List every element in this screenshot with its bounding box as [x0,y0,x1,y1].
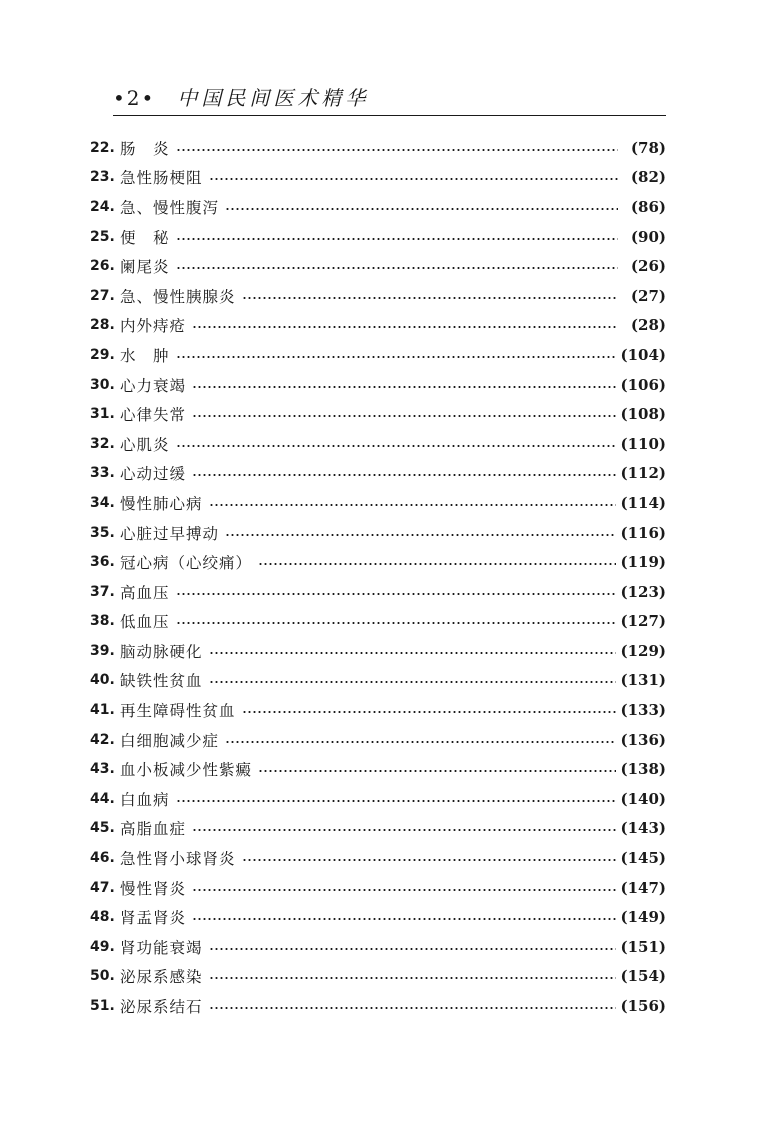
toc-entry-page: (110) [620,434,666,453]
toc-entry [90,488,666,518]
toc-entry-page: (78) [630,138,666,157]
dot-leader [209,1007,617,1009]
toc-entry-number: 49. [90,938,115,955]
toc-entry-number: 36. [90,554,115,571]
page-number: •2• [113,86,156,110]
toc-entry-number: 31. [90,406,115,423]
toc-entry-page: (86) [630,197,666,216]
toc-entry-title: 再生障碍性贫血 [120,702,236,721]
dot-leader [192,326,618,328]
toc-entry-title: 心脏过早搏动 [120,524,220,543]
toc-entry-number: 38. [90,613,115,630]
toc-entry-number: 50. [90,968,115,985]
dot-leader [209,948,617,950]
toc-entry-page: (149) [620,908,666,927]
header-rule [113,115,666,116]
toc-entry-page: (154) [620,967,666,986]
toc-entry-number: 33. [90,465,115,482]
toc-entry [90,843,666,873]
toc-entry-page: (140) [620,789,666,808]
toc-entry-number: 27. [90,287,115,304]
toc-entry [90,133,666,163]
toc-entry-number: 42. [90,731,115,748]
toc-entry-title: 缺铁性贫血 [120,672,203,691]
toc-entry-title: 心动过缓 [120,465,187,484]
toc-entry [90,932,666,962]
toc-entry [90,873,666,903]
toc-entry-title: 肠 炎 [120,139,170,158]
dot-leader [209,681,617,683]
book-title: 中国民间医术精华 [177,86,370,110]
toc-entry-page: (112) [620,464,666,483]
dot-leader [176,593,617,595]
dot-leader [209,977,617,979]
dot-leader [192,829,616,831]
toc-entry-page: (151) [620,937,666,956]
toc-entry-page: (119) [620,553,666,572]
toc-entry-number: 44. [90,790,115,807]
toc-entry [90,725,666,755]
toc-entry-page: (116) [620,523,666,542]
dot-leader [242,859,617,861]
toc-entry [90,518,666,548]
dot-leader [176,356,617,358]
toc-entry-page: (143) [620,819,666,838]
toc-entry-page: (106) [620,375,666,394]
toc-entry [90,222,666,252]
toc-entry-page: (114) [620,493,666,512]
dot-leader [225,208,618,210]
dot-leader [209,652,617,654]
toc-entry [90,370,666,400]
toc-entry [90,459,666,489]
toc-entry-number: 29. [90,346,115,363]
toc-entry-page: (104) [620,345,666,364]
toc-entry-number: 43. [90,761,115,778]
toc-entry-title: 内外痔疮 [120,317,187,336]
toc-entry [90,636,666,666]
toc-entry [90,399,666,429]
toc-entry-title: 高脂血症 [120,820,187,839]
toc-entry-number: 37. [90,583,115,600]
toc-entry [90,163,666,193]
dot-leader [258,770,616,772]
toc-entry-title: 白细胞减少症 [120,731,220,750]
toc-entry-number: 51. [90,998,115,1015]
toc-entry-number: 28. [90,317,115,334]
toc-entry-number: 41. [90,702,115,719]
toc-entry [90,281,666,311]
toc-entry-title: 高血压 [120,583,170,602]
toc-entry [90,666,666,696]
toc-entry-number: 48. [90,909,115,926]
running-header [113,82,369,111]
toc-entry-page: (145) [620,849,666,868]
dot-leader [192,918,616,920]
toc-entry-title: 心力衰竭 [120,376,187,395]
toc-entry-number: 34. [90,494,115,511]
dot-leader [192,415,616,417]
toc-entry-title: 低血压 [120,613,170,632]
dot-leader [176,149,618,151]
toc-entry-number: 35. [90,524,115,541]
dot-leader [192,474,616,476]
toc-entry-title: 血小板减少性紫癜 [120,761,253,780]
toc-entry-page: (129) [620,641,666,660]
toc-entry-number: 25. [90,228,115,245]
toc-entry-page: (131) [620,671,666,690]
toc-entry [90,784,666,814]
toc-entry-title: 水 肿 [120,346,170,365]
toc-entry [90,991,666,1021]
toc-entry-page: (133) [620,701,666,720]
toc-entry-page: (147) [620,878,666,897]
toc-entry-page: (156) [620,997,666,1016]
toc-entry [90,577,666,607]
dot-leader [176,445,617,447]
toc-entry-number: 23. [90,169,115,186]
toc-entry-title: 肾盂肾炎 [120,909,187,928]
toc-entry [90,340,666,370]
toc-entry-page: (27) [630,286,666,305]
toc-entry-page: (123) [620,582,666,601]
toc-entry-number: 47. [90,879,115,896]
toc-entry-title: 白血病 [120,790,170,809]
dot-leader [242,297,618,299]
toc-entry [90,962,666,992]
toc-entry-number: 30. [90,376,115,393]
toc-entry-page: (90) [630,227,666,246]
dot-leader [176,238,618,240]
toc-entry-title: 阑尾炎 [120,258,170,277]
dot-leader [258,563,616,565]
table-of-contents [90,133,666,1021]
toc-entry-number: 40. [90,672,115,689]
toc-entry-title: 脑动脉硬化 [120,642,203,661]
toc-entry-number: 22. [90,139,115,156]
dot-leader [176,800,617,802]
toc-entry [90,192,666,222]
toc-entry-title: 急性肠梗阻 [120,169,203,188]
toc-entry-title: 肾功能衰竭 [120,938,203,957]
toc-entry-title: 急性肾小球肾炎 [120,850,236,869]
dot-leader [209,504,617,506]
toc-entry-number: 45. [90,820,115,837]
toc-entry [90,251,666,281]
toc-entry [90,814,666,844]
toc-entry [90,311,666,341]
dot-leader [209,178,618,180]
toc-entry-title: 泌尿系结石 [120,998,203,1017]
toc-entry-title: 心律失常 [120,406,187,425]
toc-entry-number: 46. [90,850,115,867]
dot-leader [176,622,617,624]
toc-entry-title: 冠心病（心绞痛） [120,554,253,573]
toc-entry-number: 39. [90,642,115,659]
toc-entry [90,695,666,725]
toc-entry-page: (138) [620,760,666,779]
toc-entry-page: (136) [620,730,666,749]
toc-entry-number: 32. [90,435,115,452]
toc-entry [90,754,666,784]
dot-leader [192,889,616,891]
toc-entry-number: 26. [90,258,115,275]
toc-entry-title: 慢性肺心病 [120,494,203,513]
toc-entry-title: 泌尿系感染 [120,968,203,987]
toc-entry-title: 急、慢性胰腺炎 [120,287,236,306]
toc-entry [90,607,666,637]
toc-entry-number: 24. [90,198,115,215]
toc-entry-title: 慢性肾炎 [120,879,187,898]
toc-entry-page: (108) [620,405,666,424]
toc-entry [90,902,666,932]
toc-entry-title: 心肌炎 [120,435,170,454]
toc-entry-page: (82) [630,168,666,187]
toc-entry-page: (26) [630,257,666,276]
toc-entry-title: 便 秘 [120,228,170,247]
dot-leader [192,386,616,388]
toc-entry-page: (28) [630,316,666,335]
dot-leader [225,534,616,536]
dot-leader [176,267,618,269]
toc-entry-page: (127) [620,612,666,631]
dot-leader [225,741,616,743]
dot-leader [242,711,617,713]
toc-entry [90,429,666,459]
toc-entry [90,547,666,577]
toc-entry-title: 急、慢性腹泻 [120,198,220,217]
